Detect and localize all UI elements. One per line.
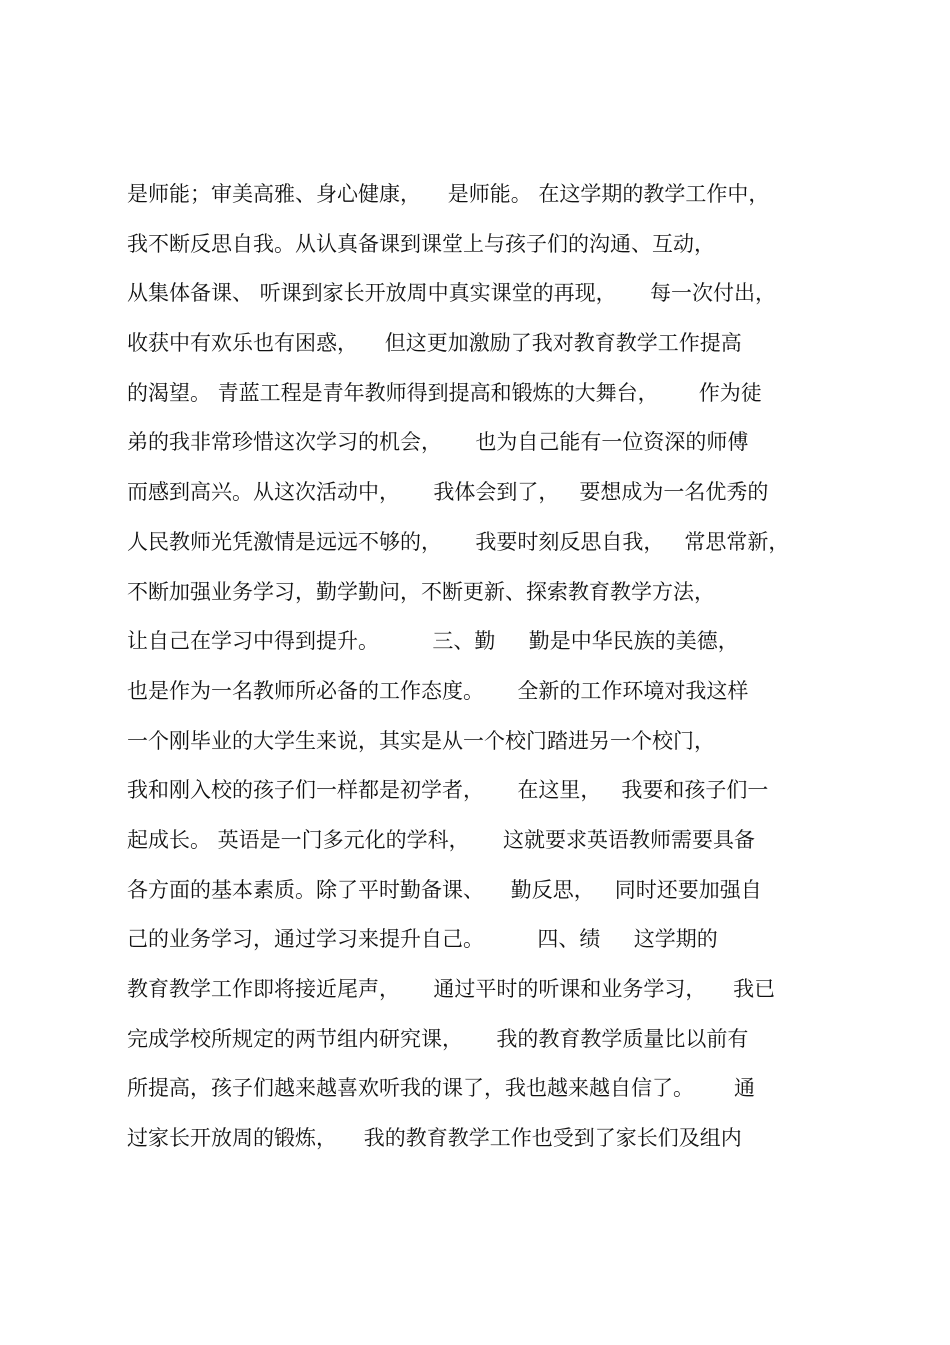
text-line: 起成长。 英语是一门多元化的学科， 这就要求英语教师需要具备: [127, 827, 756, 852]
text-line: 不断加强业务学习，勤学勤问，不断更新、探索教育教学方法，: [127, 579, 715, 604]
text-line: 一个刚毕业的大学生来说，其实是从一个校门踏进另一个校门，: [127, 728, 715, 753]
text-line: 是师能；审美高雅、身心健康， 是师能。 在这学期的教学工作中，: [127, 182, 770, 206]
text-line: 各方面的基本素质。除了平时勤备课、 勤反思， 同时还要加强自: [127, 877, 762, 902]
text-line: 人民教师光凭激情是远远不够的， 我要时刻反思自我， 常思常新，: [127, 529, 790, 554]
text-line: 所提高，孩子们越来越喜欢听我的课了，我也越来越自信了。 通: [127, 1076, 756, 1101]
text-line: 的渴望。 青蓝工程是青年教师得到提高和锻炼的大舞台， 作为徒: [127, 380, 762, 405]
text-line: 我不断反思自我。从认真备课到课堂上与孩子们的沟通、互动，: [127, 231, 715, 256]
text-line: 完成学校所规定的两节组内研究课， 我的教育教学质量比以前有: [127, 1026, 749, 1051]
text-line: 弟的我非常珍惜这次学习的机会， 也为自己能有一位资深的师傅: [127, 430, 749, 455]
text-line: 从集体备课、 听课到家长开放周中真实课堂的再现， 每一次付出，: [127, 281, 777, 306]
text-line: 让自己在学习中得到提升。 三、勤 勤是中华民族的美德，: [127, 629, 739, 654]
text-line: 收获中有欢乐也有困惑， 但这更加激励了我对教育教学工作提高: [127, 331, 742, 356]
text-line: 己的业务学习，通过学习来提升自己。 四、绩 这学期的: [127, 927, 718, 952]
text-line: 也是作为一名教师所必备的工作态度。 全新的工作环境对我这样: [127, 678, 749, 703]
text-line: 而感到高兴。从这次活动中， 我体会到了， 要想成为一名优秀的: [127, 480, 769, 505]
text-line: 我和刚入校的孩子们一样都是初学者， 在这里， 我要和孩子们一: [127, 778, 769, 803]
text-line: 过家长开放周的锻炼， 我的教育教学工作也受到了家长们及组内: [127, 1126, 742, 1151]
text-line: 教育教学工作即将接近尾声， 通过平时的听课和业务学习， 我已: [127, 977, 776, 1001]
body-text: [127, 170, 837, 1164]
